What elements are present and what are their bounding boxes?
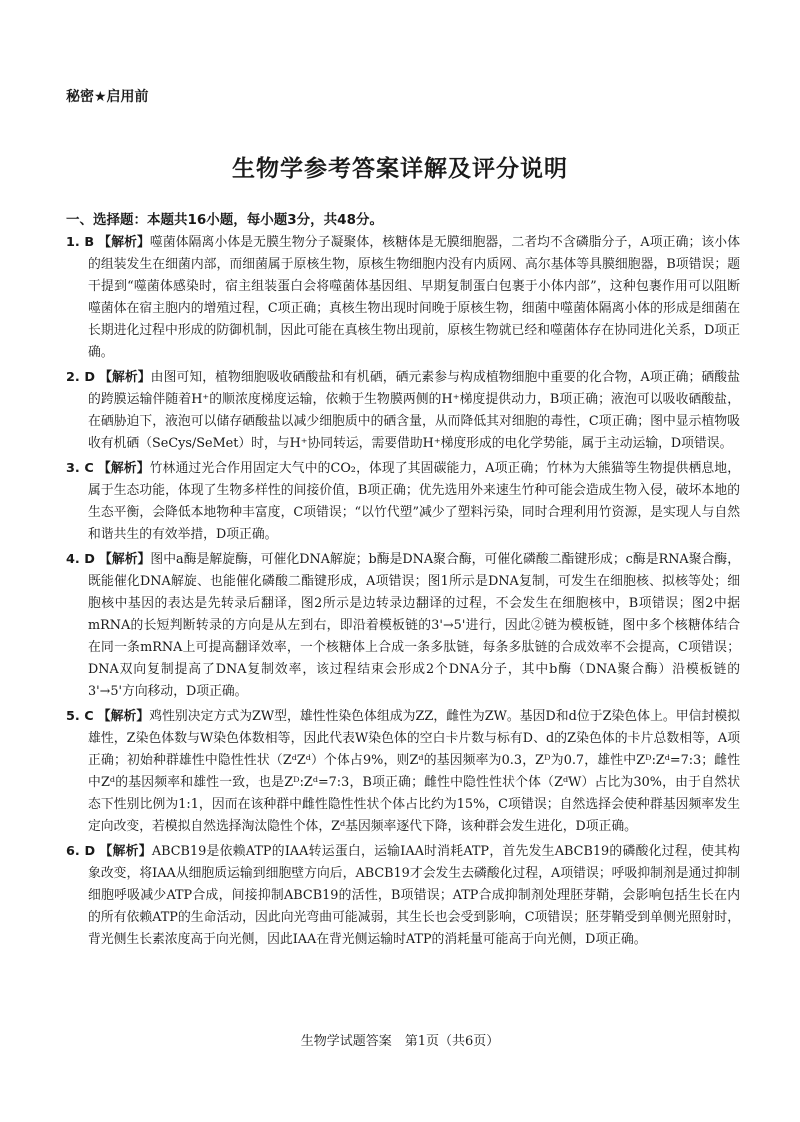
answer-number: 1. B	[66, 235, 95, 250]
analysis-tag: 【解析】	[99, 844, 152, 859]
answer-item-2	[66, 367, 740, 455]
section-heading: 一、选择题：本题共16小题，每小题3分，共48分。	[66, 212, 383, 228]
answer-text: 鸡性别决定方式为ZW型，雄性性染色体组成为ZZ，雌性为ZW。基因D和d位于Z染色体上。甲信封模拟雄性，Z染色体数与W染色体数相等，因此代表W染色体的空白卡片数与标有D、d的Z染色体的卡片总数相等，A项正确；初始种群雄性中隐性性状（ZᵈZᵈ）个体占9%，则Zᵈ的基因频率为0.3，Zᴰ为0.7，雄性中Zᴰ:Zᵈ=7:3；雌性中Zᵈ的基因频率和雄性一致，也是Zᴰ:Zᵈ=7:3，B项正确；雌性中隐性性状个体（ZᵈW）占比为30%，由于自然状态下性别比例为1:1，因而在该种群中雌性隐性性状个体占比约为15%，C项错误；自然选择会使种群基因频率发生定向改变，若模拟自然选择淘汰隐性个体，Zᵈ基因频率逐代下降，该种群会发生进化，D项正确。	[88, 709, 740, 834]
answer-number: 2. D	[66, 370, 95, 385]
answer-text: ABCB19是依赖ATP的IAA转运蛋白，运输IAA时消耗ATP，首先发生ABCB19的磷酸化过程，使其构象改变，将IAA从细胞质运输到细胞壁方向后，ABCB19才会发生去磷酸化过程，A项错误；呼吸抑制剂是通过抑制细胞呼吸减少ATP合成，间接抑制ABCB19的活性，B项错误；ATP合成抑制剂处理胚芽鞘，会影响包括生长在内的所有依赖ATP的生命活动，因此向光弯曲可能减弱，其生长也会受到影响，C项错误；胚芽鞘受到单侧光照射时，背光侧生长素浓度高于向光侧，因此IAA在背光侧运输时ATP的消耗量可能高于向光侧，D项正确。	[88, 844, 740, 947]
answer-number: 5. C	[66, 709, 94, 724]
answer-text: 由图可知，植物细胞吸收硒酸盐和有机硒，硒元素参与构成植物细胞中重要的化合物，A项正确；硒酸盐的跨膜运输伴随着H⁺的顺浓度梯度运输，依赖于生物膜两侧的H⁺梯度提供动力，B项正确；液泡可以吸收硒酸盐，在硒胁迫下，液泡可以储存硒酸盐以减少细胞质中的硒含量，从而降低其对细胞的毒性，C项正确；图中显示植物吸收有机硒（SeCys/SeMet）时，与H⁺协同转运，需要借助H⁺梯度形成的电化学势能，属于主动运输，D项错误。	[88, 370, 740, 451]
answer-number: 4. D	[66, 552, 95, 567]
confidential-label: 秘密★启用前	[66, 89, 149, 105]
answer-item-1	[66, 232, 740, 364]
page-title: 生物学参考答案详解及评分说明	[232, 156, 568, 182]
answer-text: 竹林通过光合作用固定大气中的CO₂，体现了其固碳能力，A项正确；竹林为大熊猫等生物提供栖息地，属于生态功能，体现了生物多样性的间接价值，B项正确；优先选用外来速生竹种可能会造成生物入侵，破坏本地的生态平衡，会降低本地物种丰富度，C项错误；“以竹代塑”减少了塑料污染，同时合理利用竹资源，是实现人与自然和谐共生的有效举措，D项正确。	[88, 461, 741, 542]
answer-list	[66, 232, 740, 954]
analysis-tag: 【解析】	[99, 552, 151, 567]
answer-item-3	[66, 458, 740, 546]
analysis-tag: 【解析】	[97, 709, 150, 724]
answer-item-5	[66, 706, 740, 838]
answer-text: 噬菌体隔离小体是无膜生物分子凝聚体，核糖体是无膜细胞器，二者均不含磷脂分子，A项正确；该小体的组装发生在细菌内部，而细菌属于原核生物，原核生物细胞内没有内质网、高尔基体等具膜细胞器，B项错误；题干提到“噬菌体感染时，宿主组装蛋白会将噬菌体基因组、早期复制蛋白包裹于小体内部”，这种包裹作用可以阻断噬菌体在宿主胞内的增殖过程，C项正确；真核生物出现时间晚于原核生物，细菌中噬菌体隔离小体的形成是细菌在长期进化过程中形成的防御机制，因此可能在真核生物出现前，原核生物就已经和噬菌体存在协同进化关系，D项正确。	[88, 235, 740, 360]
answer-text: 图中a酶是解旋酶，可催化DNA解旋；b酶是DNA聚合酶，可催化磷酸二酯键形成；c酶是RNA聚合酶，既能催化DNA解旋、也能催化磷酸二酯键形成，A项错误；图1所示是DNA复制，可发生在细胞核、拟核等处；细胞核中基因的表达是先转录后翻译，图2所示是边转录边翻译的过程，不会发生在细胞核中，B项错误；图2中据mRNA的长短判断转录的方向是从左到右，即沿着模板链的3'→5'进行，因此②链为模板链，图中多个核糖体结合在同一条mRNA上可提高翻译效率，一个核糖体上合成一条多肽链，每条多肽链的合成效率不会提高，C项错误；DNA双向复制提高了DNA复制效率，该过程结束会形成2个DNA分子，其中b酶（DNA聚合酶）沿模板链的3'→5'方向移动，D项正确。	[88, 552, 741, 699]
answer-item-6	[66, 841, 740, 951]
analysis-tag: 【解析】	[97, 461, 150, 476]
answer-number: 6. D	[66, 844, 96, 859]
analysis-tag: 【解析】	[99, 370, 151, 385]
analysis-tag: 【解析】	[98, 235, 150, 250]
answer-item-4	[66, 549, 740, 703]
page-footer: 生物学试题答案 第1页（共6页）	[300, 1034, 500, 1049]
answer-number: 3. C	[66, 461, 94, 476]
